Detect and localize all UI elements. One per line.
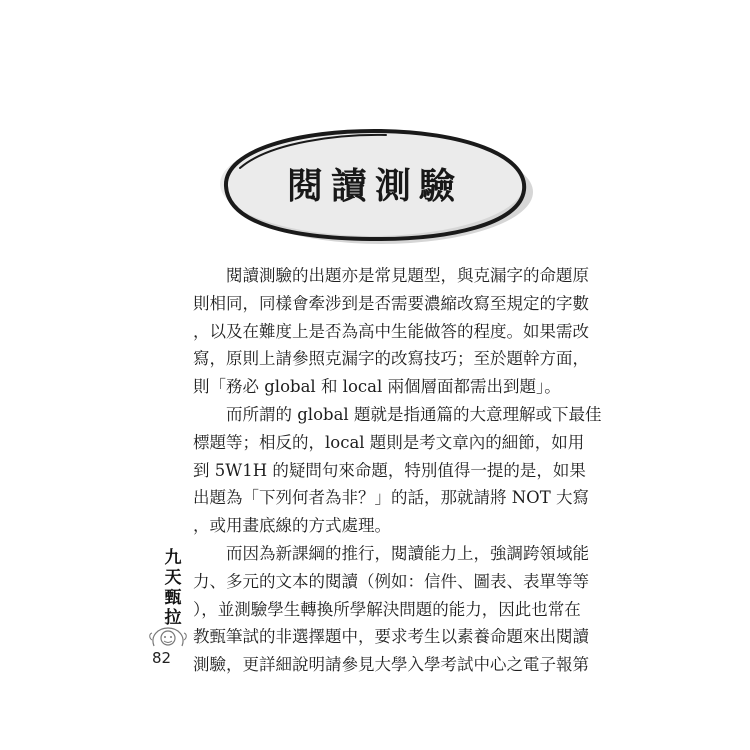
text-line: 而所謂的 global 題就是指通篇的大意理解或下最佳: [226, 404, 602, 424]
body-text: [193, 262, 602, 679]
mascot-icon: [148, 624, 188, 652]
section-title: 閱讀測驗: [286, 166, 463, 207]
text-line: 到 5W1H 的疑問句來命題，特別值得一提的是，如果: [193, 460, 586, 480]
text-line: 而因為新課綱的推行，閱讀能力上，強調跨領域能: [226, 543, 589, 563]
text-line: 出題為「下列何者為非？」的話，那就請將 NOT 大寫: [193, 488, 589, 508]
text-line: ，以及在難度上是否為高中生能做答的程度。如果需改: [193, 321, 589, 341]
text-line: ，或用畫底線的方式處理。: [193, 516, 391, 536]
page-number: 82: [152, 649, 172, 667]
text-line: 教甄筆試的非選擇題中，要求考生以素養命題來出閱讀: [193, 627, 589, 647]
side-title-char: 九: [164, 548, 182, 568]
text-line: 寫，原則上請參照克漏字的改寫技巧；至於題幹方面，: [193, 349, 589, 369]
text-line: 標題等；相反的，local 題則是考文章內的細節，如用: [193, 432, 585, 452]
text-line: 力、多元的文本的閱讀（例如：信件、圖表、表單等等: [193, 571, 589, 591]
text-line: 則「務必 global 和 local 兩個層面都需出到題」。: [193, 377, 561, 397]
text-line: 則相同，同樣會牽涉到是否需要濃縮改寫至規定的字數: [193, 293, 589, 313]
side-title-char: 甄: [164, 588, 182, 608]
side-title-char: 拉: [164, 608, 182, 628]
side-title-char: 天: [164, 568, 182, 588]
text-line: ），並測驗學生轉換所學解決問題的能力，因此也常在: [193, 599, 581, 619]
side-book-title: [160, 548, 186, 628]
text-line: 閱讀測驗的出題亦是常見題型，與克漏字的命題原: [226, 266, 589, 285]
text-line: 測驗，更詳細說明請參見大學入學考試中心之電子報第: [193, 655, 589, 675]
